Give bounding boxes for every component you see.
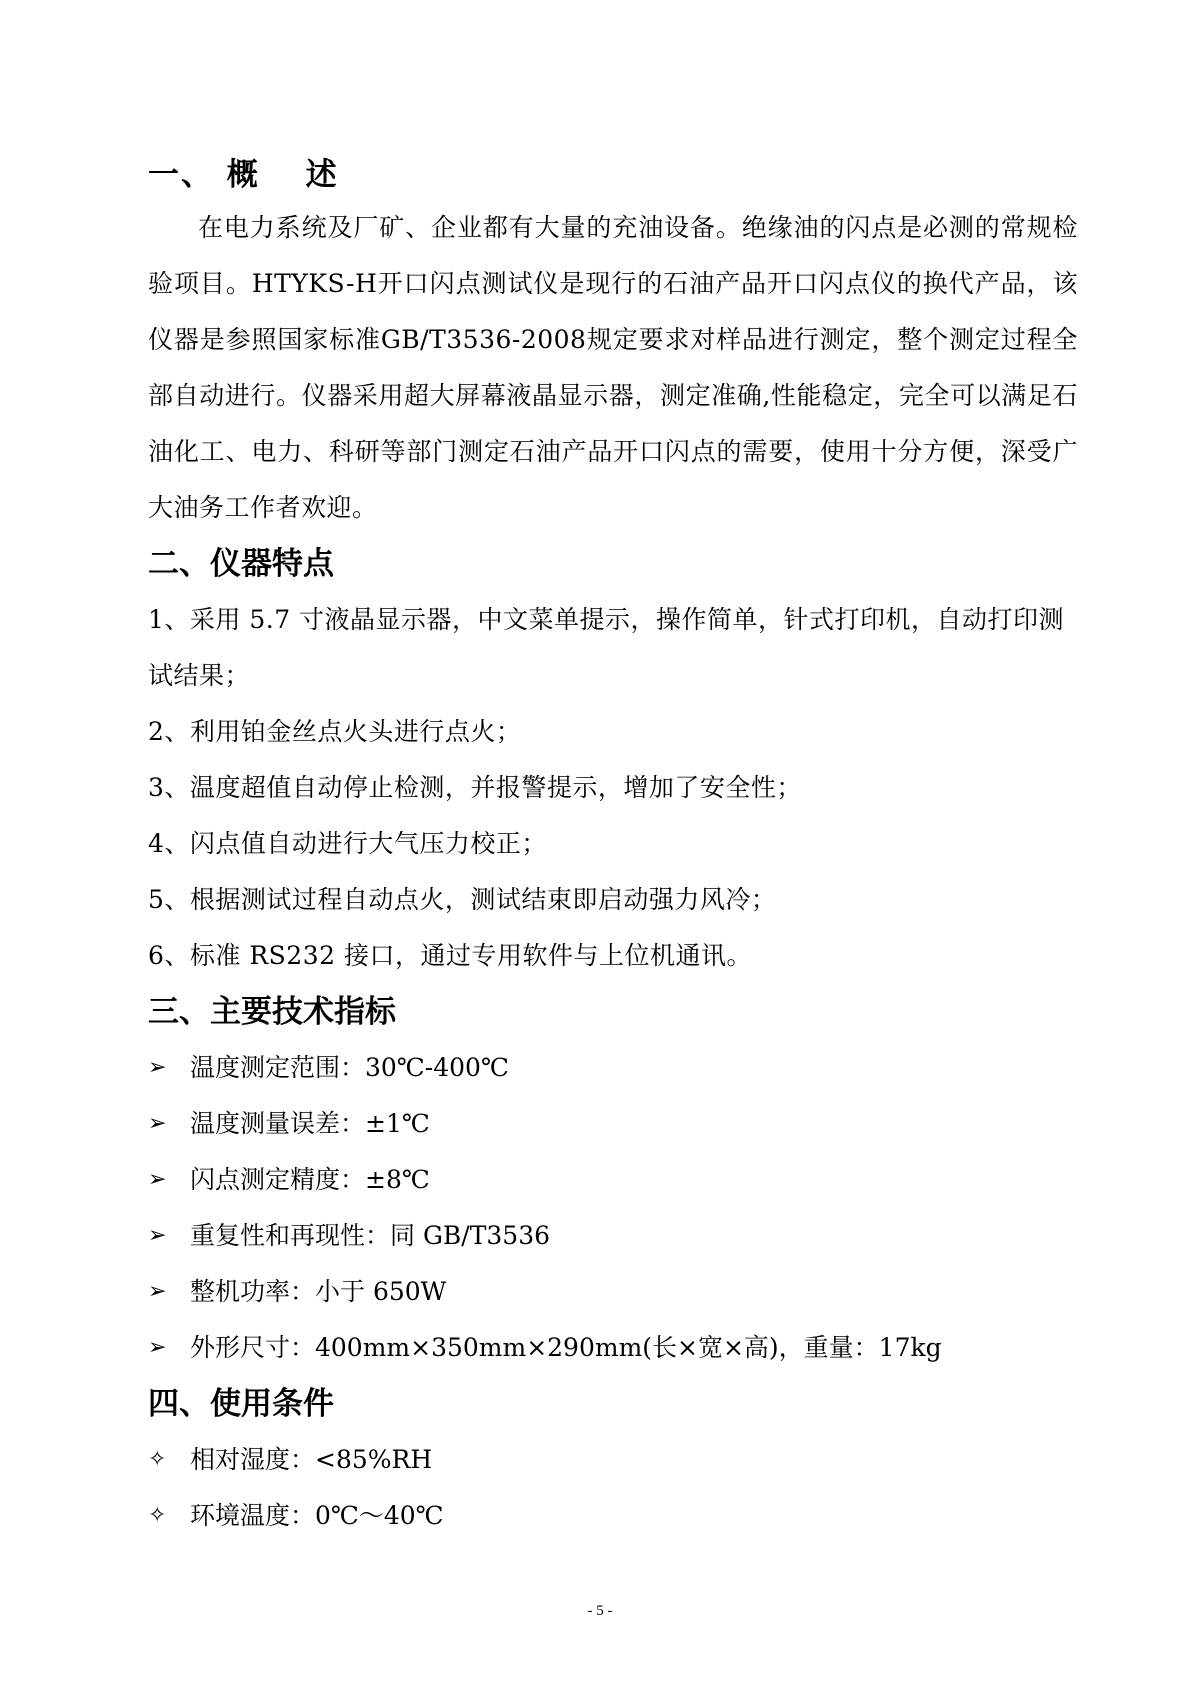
spec-item-text: 温度测量误差：±1℃ [190, 1109, 430, 1138]
condition-item [148, 1488, 1078, 1544]
spec-item [148, 1320, 1078, 1376]
feature-item: 1、采用 5.7 寸液晶显示器，中文菜单提示，操作简单，针式打印机，自动打印测试结果； [148, 605, 1065, 690]
spec-item-text: 重复性和再现性：同 GB/T3536 [190, 1221, 551, 1250]
condition-item-text: 环境温度：0℃～40℃ [190, 1501, 444, 1530]
condition-item-text: 相对湿度：<85%RH [190, 1445, 433, 1474]
section-1-heading: 一、 概 述 [148, 157, 339, 193]
spec-item [148, 1264, 1078, 1320]
spec-item [148, 1096, 1078, 1152]
section-3-heading: 三、主要技术指标 [148, 994, 396, 1030]
four-point-star-bullet-icon: ✧ [148, 1447, 167, 1472]
four-point-star-bullet-icon: ✧ [148, 1503, 167, 1528]
condition-item [148, 1432, 1078, 1488]
spec-item-text: 外形尺寸：400mm×350mm×290mm(长×宽×高)，重量：17kg [190, 1333, 942, 1362]
page-content [148, 150, 1078, 1544]
arrowhead-bullet-icon: ➢ [148, 1279, 167, 1304]
section-2-heading: 二、仪器特点 [148, 546, 334, 582]
feature-item: 5、根据测试过程自动点火，测试结束即启动强力风冷； [148, 885, 777, 914]
arrowhead-bullet-icon: ➢ [148, 1111, 167, 1136]
arrowhead-bullet-icon: ➢ [148, 1167, 167, 1192]
feature-item: 4、闪点值自动进行大气压力校正； [148, 829, 547, 858]
section-4-heading: 四、使用条件 [148, 1386, 334, 1422]
spec-item-text: 温度测定范围：30℃-400℃ [190, 1053, 509, 1082]
spec-item-text: 闪点测定精度：±8℃ [190, 1165, 430, 1194]
spec-item-text: 整机功率：小于 650W [190, 1277, 447, 1306]
page-number: - 5 - [587, 1603, 613, 1619]
feature-item: 3、温度超值自动停止检测，并报警提示，增加了安全性； [148, 773, 802, 802]
spec-item [148, 1208, 1078, 1264]
section-1-paragraph: 在电力系统及厂矿、企业都有大量的充油设备。绝缘油的闪点是必测的常规检验项目。HTYKS-H开口闪点测试仪是现行的石油产品开口闪点仪的换代产品，该仪器是参照国家标准GB/T3536-2008规定要求对样品进行测定，整个测定过程全部自动进行。仪器采用超大屏幕液晶显示器，测定准确,性能稳定，完全可以满足石油化工、电力、科研等部门测定石油产品开口闪点的需要，使用十分方便，深受广大油务工作者欢迎。 [148, 213, 1078, 522]
arrowhead-bullet-icon: ➢ [148, 1335, 167, 1360]
arrowhead-bullet-icon: ➢ [148, 1223, 167, 1248]
feature-item: 2、利用铂金丝点火头进行点火； [148, 717, 522, 746]
spec-item [148, 1040, 1078, 1096]
feature-item: 6、标准 RS232 接口，通过专用软件与上位机通讯。 [148, 941, 752, 970]
arrowhead-bullet-icon: ➢ [148, 1055, 167, 1080]
spec-item [148, 1152, 1078, 1208]
